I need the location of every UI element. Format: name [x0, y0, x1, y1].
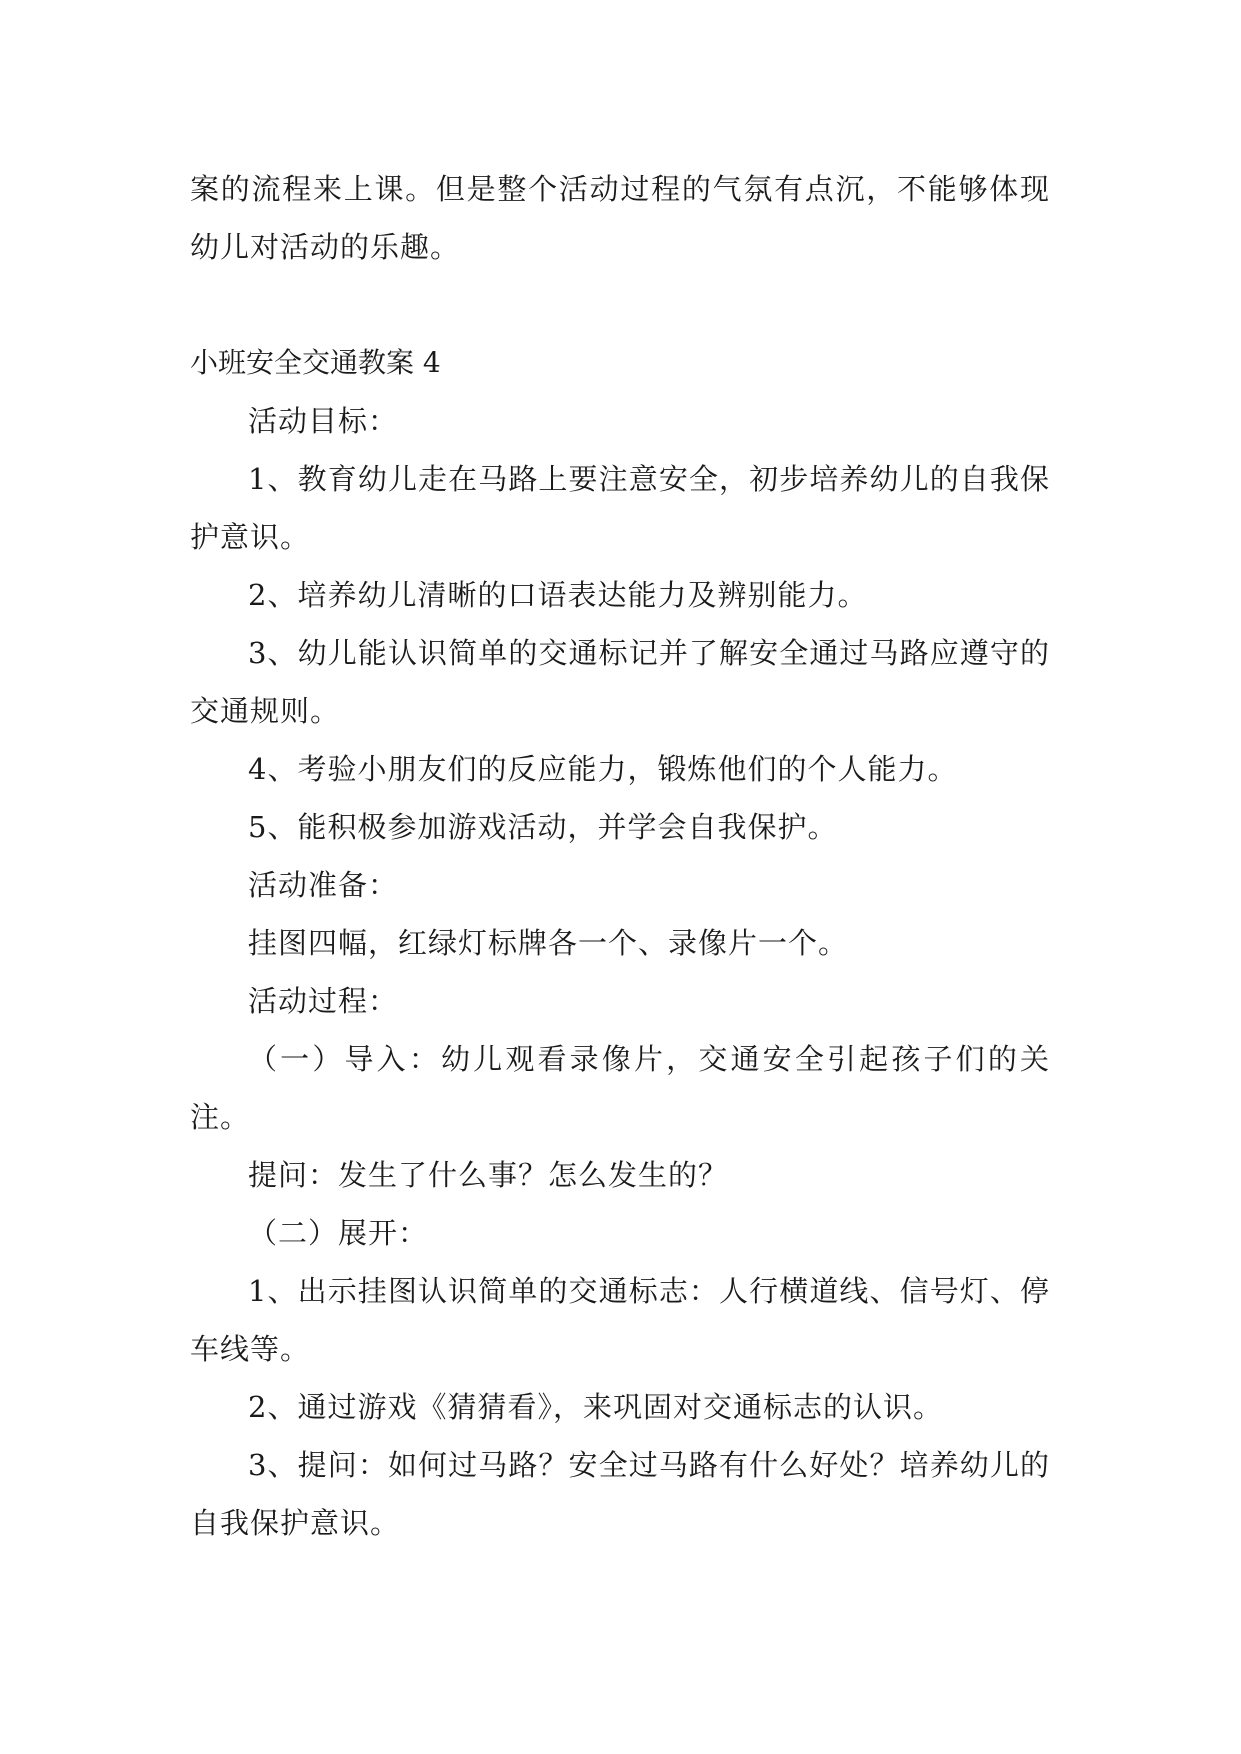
- section-title: 小班安全交通教案 4: [190, 346, 441, 379]
- process-intro: （一）导入：幼儿观看录像片，交通安全引起孩子们的关注。: [190, 1042, 1050, 1134]
- preparation-heading: 活动准备：: [248, 868, 399, 902]
- expand-heading: （二）展开：: [248, 1216, 429, 1250]
- goal-item-3: 3、幼儿能认识简单的交通标记并了解安全通过马路应遵守的交通规则。: [190, 636, 1050, 728]
- intro-paragraph: 案的流程来上课。但是整个活动过程的气氛有点沉，不能够体现幼儿对活动的乐趣。: [190, 172, 1050, 264]
- process-question: 提问：发生了什么事？怎么发生的？: [248, 1158, 729, 1192]
- process-heading: 活动过程：: [248, 984, 399, 1018]
- document-body: [190, 160, 1050, 1552]
- preparation-text: 挂图四幅，红绿灯标牌各一个、录像片一个。: [248, 926, 849, 960]
- goal-item-5: 5、能积极参加游戏活动，并学会自我保护。: [248, 810, 838, 844]
- expand-item-2: 2、通过游戏《猜猜看》，来巩固对交通标志的认识。: [248, 1390, 943, 1424]
- expand-item-3: 3、提问：如何过马路？安全过马路有什么好处？培养幼儿的自我保护意识。: [190, 1448, 1050, 1540]
- goals-heading: 活动目标：: [248, 404, 399, 438]
- expand-item-1: 1、出示挂图认识简单的交通标志：人行横道线、信号灯、停车线等。: [190, 1274, 1050, 1366]
- goal-item-1: 1、教育幼儿走在马路上要注意安全，初步培养幼儿的自我保护意识。: [190, 462, 1050, 554]
- goal-item-4: 4、考验小朋友们的反应能力，锻炼他们的个人能力。: [248, 752, 958, 786]
- goal-item-2: 2、培养幼儿清晰的口语表达能力及辨别能力。: [248, 578, 868, 612]
